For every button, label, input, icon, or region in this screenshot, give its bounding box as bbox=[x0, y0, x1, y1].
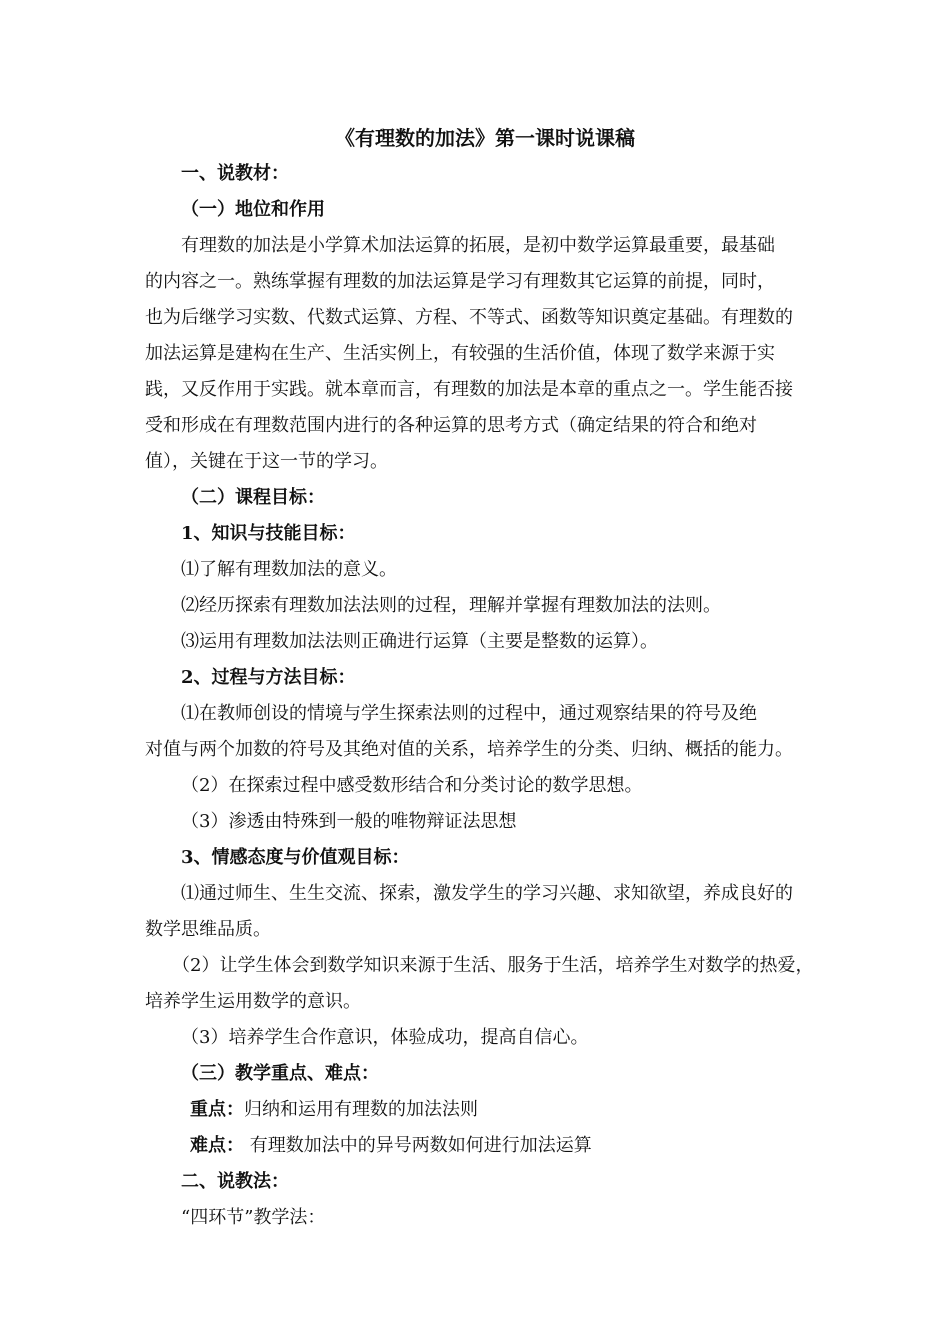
paragraph-line: 受和形成在有理数范围内进行的各种运算的思考方式（确定结果的符合和绝对 bbox=[145, 415, 757, 436]
goal-item: 数学思维品质。 bbox=[145, 919, 271, 940]
goal-item: （3）渗透由特殊到一般的唯物辩证法思想 bbox=[181, 811, 517, 832]
goal-item: ⑴在教师创设的情境与学生探索法则的过程中，通过观察结果的符号及绝 bbox=[181, 703, 757, 724]
goal-heading-1: 1、知识与技能目标： bbox=[181, 523, 356, 544]
goal-item: ⑶运用有理数加法法则正确进行运算（主要是整数的运算）。 bbox=[181, 631, 658, 652]
goal-item: （2）让学生体会到数学知识来源于生活、服务于生活，培养学生对数学的热爱， bbox=[172, 955, 814, 976]
paragraph-line: 也为后继学习实数、代数式运算、方程、不等式、函数等知识奠定基础。有理数的 bbox=[145, 307, 793, 328]
key-point-label: 重点： bbox=[190, 1099, 244, 1120]
key-point-line bbox=[190, 1098, 478, 1122]
goal-item: ⑴了解有理数加法的意义。 bbox=[181, 559, 397, 580]
goal-heading-3: 3、情感态度与价值观目标： bbox=[181, 847, 410, 868]
difficult-point-line bbox=[190, 1134, 592, 1158]
paragraph-line: 的内容之一。熟练掌握有理数的加法运算是学习有理数其它运算的前提，同时， bbox=[145, 271, 775, 292]
teaching-method-line: “四环节”教学法： bbox=[181, 1207, 326, 1228]
goal-item: （3）培养学生合作意识，体验成功，提高自信心。 bbox=[181, 1027, 589, 1048]
subsection-heading-3: （三）教学重点、难点： bbox=[181, 1063, 379, 1084]
goal-item: ⑴通过师生、生生交流、探索，激发学生的学习兴趣、求知欲望，养成良好的 bbox=[181, 883, 793, 904]
difficult-point-label: 难点： bbox=[190, 1135, 244, 1156]
section-heading-2: 二、说教法： bbox=[181, 1171, 289, 1192]
subsection-heading-1: （一）地位和作用 bbox=[181, 199, 325, 220]
goal-item: 培养学生运用数学的意识。 bbox=[145, 991, 361, 1012]
paragraph-line: 值），关键在于这一节的学习。 bbox=[145, 451, 388, 472]
goal-item: ⑵经历探索有理数加法法则的过程，理解并掌握有理数加法的法则。 bbox=[181, 595, 721, 616]
paragraph-line: 加法运算是建构在生产、生活实例上，有较强的生活价值，体现了数学来源于实 bbox=[145, 343, 775, 364]
goal-item: 对值与两个加数的符号及其绝对值的关系，培养学生的分类、归纳、概括的能力。 bbox=[145, 739, 793, 760]
goal-item: （2）在探索过程中感受数形结合和分类讨论的数学思想。 bbox=[181, 775, 643, 796]
key-point-text: 归纳和运用有理数的加法法则 bbox=[244, 1099, 478, 1120]
subsection-heading-2: （二）课程目标： bbox=[181, 487, 325, 508]
paragraph-line: 践，又反作用于实践。就本章而言，有理数的加法是本章的重点之一。学生能否接 bbox=[145, 379, 793, 400]
goal-heading-2: 2、过程与方法目标： bbox=[181, 667, 356, 688]
difficult-point-text: 有理数加法中的异号两数如何进行加法运算 bbox=[244, 1135, 592, 1156]
paragraph-line: 有理数的加法是小学算术加法运算的拓展，是初中数学运算最重要，最基础 bbox=[181, 235, 775, 256]
section-heading-1: 一、说教材： bbox=[181, 163, 289, 184]
document-title: 《有理数的加法》第一课时说课稿 bbox=[335, 126, 635, 150]
